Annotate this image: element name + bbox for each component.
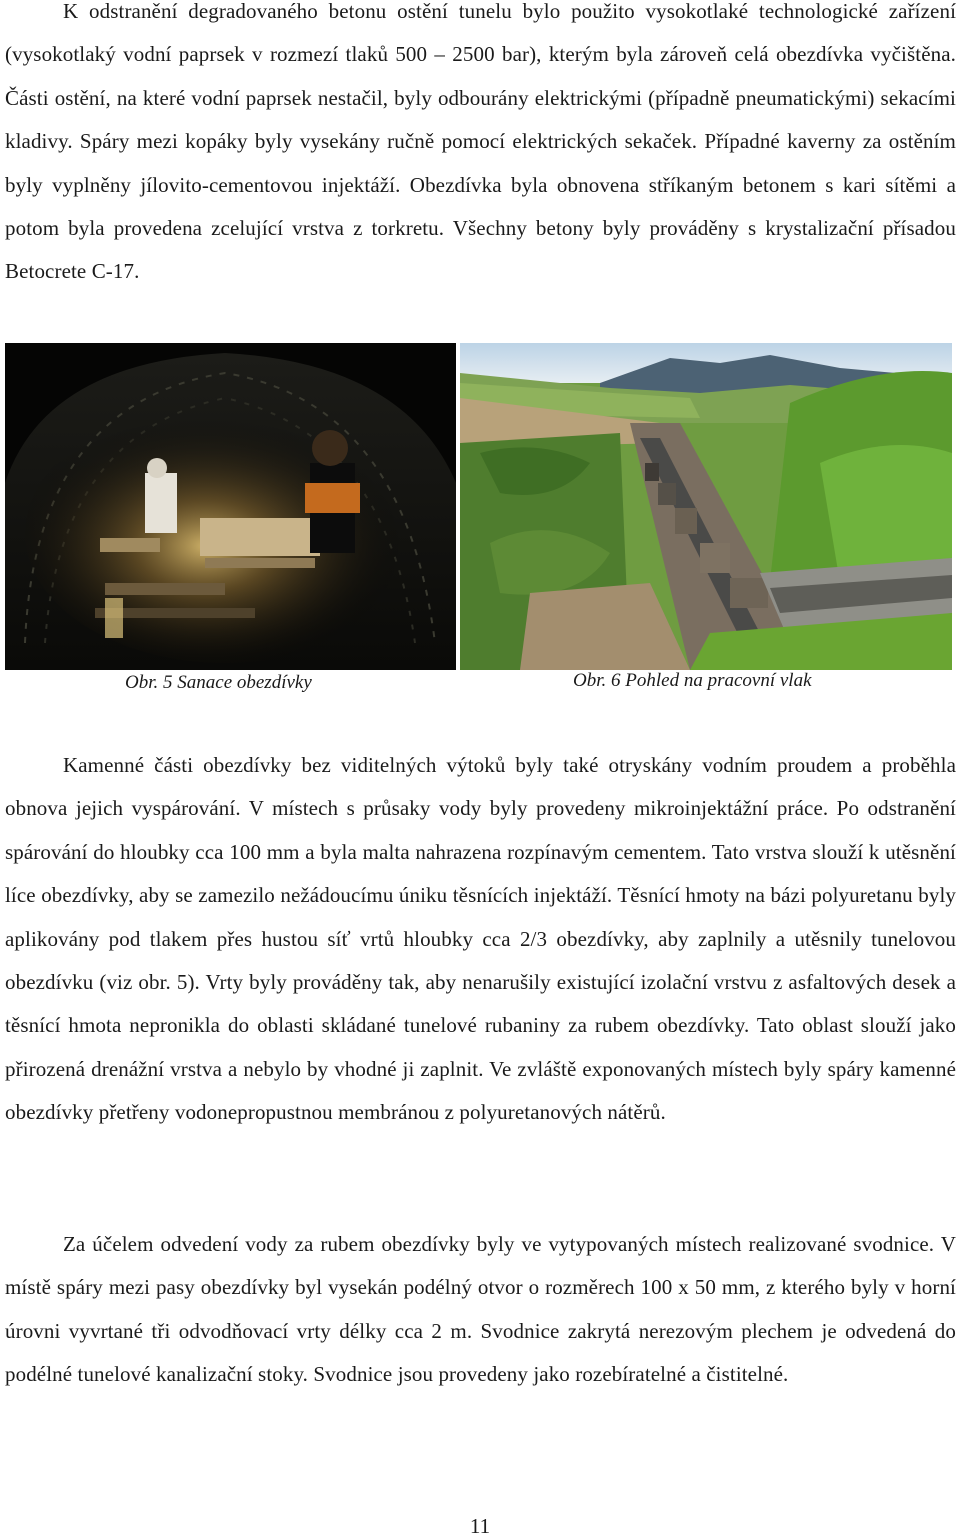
paragraph-3: Za účelem odvedení vody za rubem obezdívky byly ve vytypovaných místech realizované svodnice. V místě spáry mezi pasy obezdívky byl vysekán podélný otvor o rozměrech 100 x 50 mm, z kterého byly v horní úrovni vyvrtané tři odvodňovací vrty délky cca 2 m. Svodnice zakrytá nerezovým plechem je odvedená do podélné tunelové kanalizační stoky. Svodnice jsou provedeny jako rozebíratelné a čistitelné. — [5, 1232, 956, 1387]
page-number: 11 — [469, 1514, 491, 1538]
photo-work-train-landscape — [460, 343, 952, 670]
figure-caption-5: Obr. 5 Sanace obezdívky — [125, 672, 312, 693]
figure-caption-6: Obr. 6 Pohled na pracovní vlak — [573, 670, 812, 691]
paragraph-2: Kamenné části obezdívky bez viditelných výtoků byly také otryskány vodním proudem a proběhla obnova jejich vyspárování. V místech s průsaky vody byly provedeny mikroinjektážní práce. Po odstranění spárování do hloubky cca 100 mm a byla malta nahrazena rozpínavým cementem. Tato vrstva slouží k utěsnění líce obezdívky, aby se zamezilo nežádoucímu úniku těsnících injektáží. Těsnící hmoty na bázi polyuretanu byly aplikovány pod tlakem přes hustou síť vrtů hloubky cca 2/3 obezdívky, aby zaplnily a utěsnily tunelovou obezdívku (viz obr. 5). Vrty byly prováděny tak, aby nenarušily existující izolační vrstvu z asfaltových desek a těsnící hmota nepronikla do oblasti skládané tunelové rubaniny za rubem obezdívky. Tato oblast slouží jako přirozená drenážní vrstva a nebylo by vhodné ji zaplnit. Ve zvláště exponovaných místech byly spáry kamenné obezdívky přetřeny vodonepropustnou membránou z polyuretanových nátěrů. — [5, 753, 956, 1125]
photo-tunnel-lining-repair — [5, 343, 456, 670]
paragraph-1: K odstranění degradovaného betonu ostění tunelu bylo použito vysokotlaké technologické zařízení (vysokotlaký vodní paprsek v rozmezí tlaků 500 – 2500 bar), kterým byla zároveň celá obezdívka vyčištěna. Části ostění, na které vodní paprsek nestačil, byly odbourány elektrickými (případně pneumatickými) sekacími kladivy. Spáry mezi kopáky byly vysekány ručně pomocí elektrických sekaček. Případné kaverny za ostěním byly vyplněny jílovito-cementovou injektáží. Obezdívka byla obnovena stříkaným betonem s kari sítěmi a potom byla provedena zcelující vrstva z torkretu. Všechny betony byly prováděny s krystalizační přísadou Betocrete C-17. — [5, 0, 956, 284]
